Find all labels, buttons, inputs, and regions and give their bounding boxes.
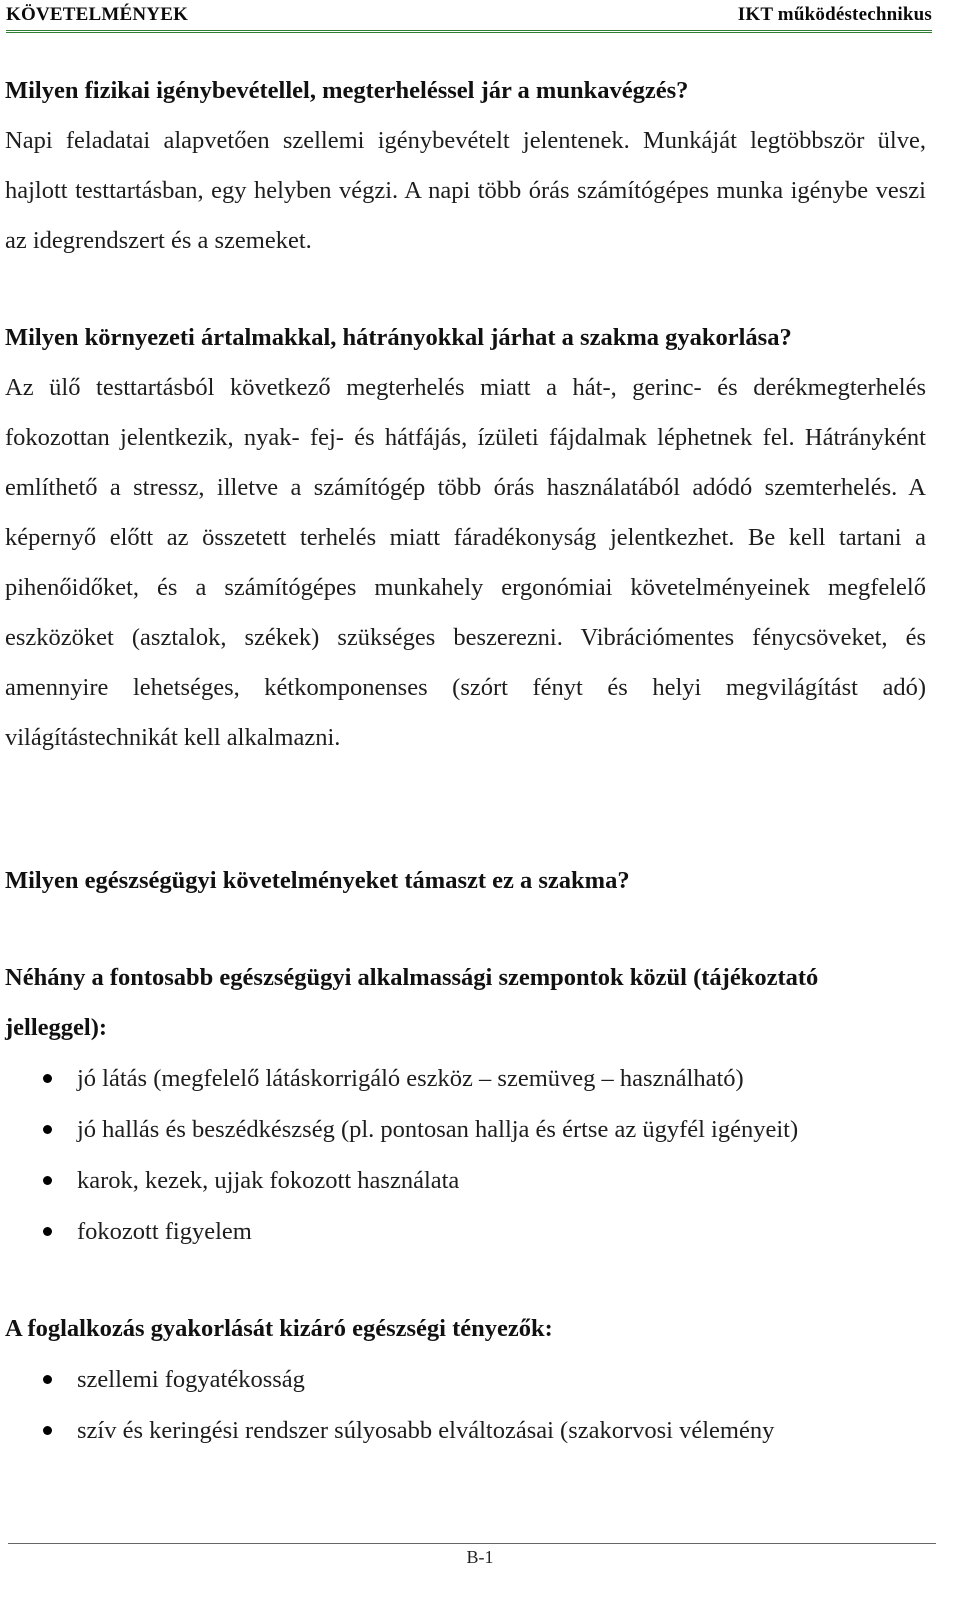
page-header: [6, 0, 932, 33]
footer-rule: [8, 1543, 936, 1546]
page-content: [5, 66, 926, 1456]
bullet-icon: [43, 1227, 52, 1236]
answer-environmental-harms: Az ülő testtartásból következő megterhelés miatt a hát-, gerinc- és derékmegterhelés fokozottan jelentkezik, nyak- fej- és hátfájás, ízületi fájdalmak léphetnek fel. Hátrányként említhető a stressz, illetve a számítógép több órás használatából adódó szemterhelés. A képernyő előtt az összetett terhelés miatt fáradékonyság jelentkezhet. Be kell tartani a pihenőidőket, és a számítógépes munkahely ergonómiai követelményeinek megfelelő eszközöket (asztalok, székek) szükséges beszerezni. Vibrációmentes fénycsöveket, és amennyire lehetséges, kétkomponenses (szórt fényt és helyi megvilágítást adó) világítástechnikát kell alkalmazni.: [5, 374, 926, 751]
bullet-icon: [43, 1125, 52, 1134]
bullet-icon: [43, 1426, 52, 1435]
question-environmental-harms: Milyen környezeti ártalmakkal, hátrányokkal járhat a szakma gyakorlása?: [5, 324, 792, 351]
health-aspects-list: [5, 1053, 926, 1257]
list-item: jó látás (megfelelő látáskorrigáló eszköz – szemüveg – használható): [5, 1053, 926, 1104]
page-number: B-1: [466, 1547, 494, 1567]
list-item: karok, kezek, ujjak fokozott használata: [5, 1155, 926, 1206]
list-item: szellemi fogyatékosság: [5, 1354, 926, 1405]
list-item: szív és keringési rendszer súlyosabb elváltozásai (szakorvosi vélemény: [5, 1405, 926, 1456]
header-section-title: KÖVETELMÉNYEK: [6, 4, 189, 25]
heading-health-aspects: Néhány a fontosabb egészségügyi alkalmassági szempontok közül (tájékoztató jelleggel):: [5, 964, 819, 1041]
excluding-factors-list: [5, 1354, 926, 1456]
bullet-icon: [43, 1176, 52, 1185]
question-health-requirements: Milyen egészségügyi követelményeket támaszt ez a szakma?: [5, 867, 630, 894]
question-physical-load: Milyen fizikai igénybevétellel, megterheléssel jár a munkavégzés?: [5, 77, 689, 104]
answer-physical-load: Napi feladatai alapvetően szellemi igénybevételt jelentenek. Munkáját legtöbbször ülve, hajlott testtartásban, egy helyben végzi. A napi több órás számítógépes munka igénybe veszi az idegrendszert és a szemeket.: [5, 127, 926, 254]
bullet-icon: [43, 1375, 52, 1384]
header-document-title: IKT működéstechnikus: [737, 4, 932, 25]
list-item: fokozott figyelem: [5, 1206, 926, 1257]
heading-excluding-factors: A foglalkozás gyakorlását kizáró egészségi tényezők:: [5, 1315, 553, 1342]
bullet-icon: [43, 1074, 52, 1083]
list-item: jó hallás és beszédkészség (pl. pontosan hallja és értse az ügyfél igényeit): [5, 1104, 926, 1155]
